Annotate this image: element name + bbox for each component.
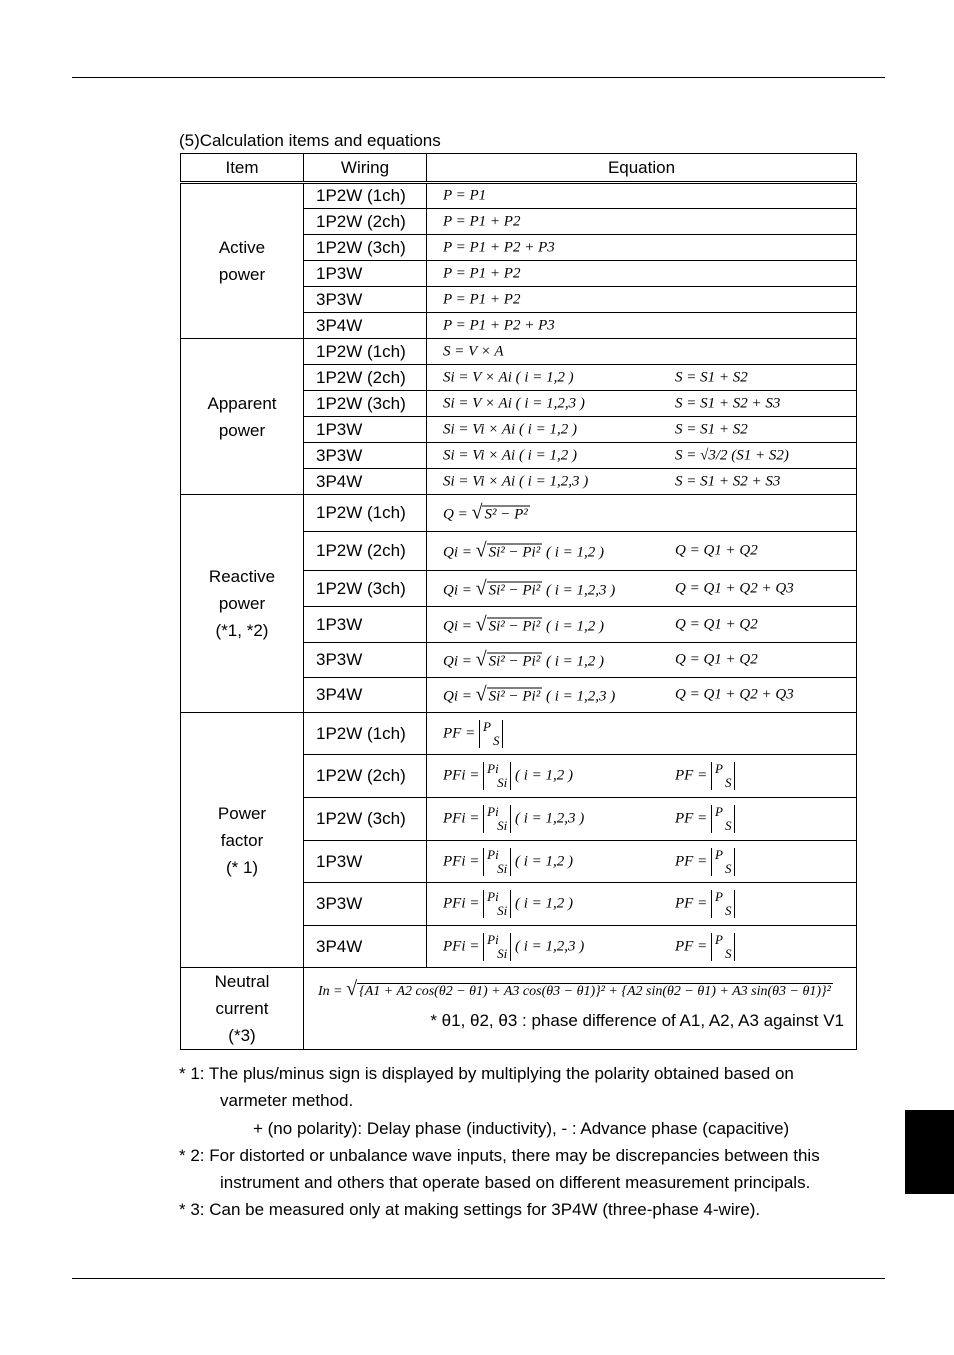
fraction-numerator: P <box>482 718 491 734</box>
item-label: Apparent <box>207 393 277 413</box>
equation-cell <box>427 713 857 755</box>
radical-sign: √ <box>475 683 487 706</box>
footnote-line: + (no polarity): Delay phase (inductivity), - : Advance phase (capacitive) <box>253 1118 790 1138</box>
equation-cell <box>304 968 857 1050</box>
radical-sign: √ <box>475 613 487 635</box>
footnote-line: varmeter method. <box>220 1091 354 1111</box>
equation-cell <box>427 532 857 571</box>
equation-primary: PFi = Pi Si ( i = 1,2 ) <box>443 889 574 918</box>
wiring-cell: 3P3W <box>304 883 427 926</box>
equation-total: PF = P S <box>675 933 735 961</box>
equation-cell <box>427 469 857 495</box>
equation-total: S = S1 + S2 <box>675 421 748 437</box>
item-label: factor <box>220 830 264 850</box>
wiring-cell: 3P4W <box>304 469 427 495</box>
wiring-cell: 1P2W (2ch) <box>304 209 427 235</box>
item-cell <box>181 968 304 1050</box>
equation-cell <box>427 365 857 391</box>
equation-total: Q = Q1 + Q2 <box>675 542 758 559</box>
calculation-table <box>180 153 857 1050</box>
section-title: (5)Calculation items and equations <box>179 131 441 150</box>
header-equation: Equation <box>427 154 857 183</box>
fraction <box>483 762 511 790</box>
item-cell <box>181 713 304 968</box>
radicand: {A1 + A2 cos(θ2 − θ1) + A3 cos(θ3 − θ1)}² + {A2 sin(θ2 − θ1) + A3 sin(θ3 − θ1)}² <box>359 984 831 999</box>
equation-primary: PFi = Pi Si ( i = 1,2 ) <box>443 846 574 876</box>
equation-total: Q = Q1 + Q2 <box>675 616 758 632</box>
fraction-denominator: S <box>724 945 732 961</box>
wiring-cell: 1P2W (3ch) <box>304 391 427 417</box>
table-row <box>181 713 857 755</box>
fraction-denominator: Si <box>497 903 508 918</box>
radicand: Si² − Pi² <box>488 688 541 705</box>
item-label: power <box>218 265 266 284</box>
item-label: power <box>218 594 266 613</box>
equation-primary: Qi = √ Si² − Pi² ( i = 1,2,3 ) <box>443 577 616 599</box>
equation-cell <box>427 209 857 235</box>
fraction <box>711 848 736 876</box>
neutral-current-equation: In = √ {A1 + A2 cos(θ2 − θ1) + A3 cos(θ3 − θ1)}² + {A2 sin(θ2 − θ1) + A3 sin(θ3 − θ1)}² <box>318 978 831 1000</box>
wiring-cell: 1P2W (2ch) <box>304 532 427 571</box>
fraction <box>483 890 511 918</box>
footnote-line: * 2: For distorted or unbalance wave inputs, there may be discrepancies between this <box>179 1145 820 1165</box>
equation-primary: Qi = √ Si² − Pi² ( i = 1,2 ) <box>443 648 605 671</box>
equation-primary: P = P1 + P2 <box>443 265 521 281</box>
item-label: Power <box>217 803 267 823</box>
fraction-denominator: Si <box>497 945 508 961</box>
equation-primary: Si = V × Ai ( i = 1,2 ) <box>443 369 574 385</box>
equation-cell <box>427 287 857 313</box>
item-label: (* 1) <box>225 857 259 877</box>
table-header-row <box>181 154 857 183</box>
equation-primary: PFi = Pi Si ( i = 1,2,3 ) <box>443 931 585 961</box>
equation-primary: P = P1 + P2 + P3 <box>443 317 555 333</box>
wiring-cell: 3P4W <box>304 678 427 713</box>
equation-primary: S = V × A <box>443 343 504 359</box>
radicand: Si² − Pi² <box>488 618 541 634</box>
equation-primary: Si = Vi × Ai ( i = 1,2 ) <box>443 447 577 463</box>
radical-sign: √ <box>471 501 483 524</box>
equation-total: PF = P S <box>675 762 735 790</box>
wiring-cell: 1P2W (1ch) <box>304 183 427 209</box>
radical-sign: √ <box>475 648 487 671</box>
equation-cell <box>427 607 857 643</box>
equation-total: PF = P S <box>675 805 735 833</box>
equation-primary: PFi = Pi Si ( i = 1,2 ) <box>443 761 574 790</box>
equation-primary: Q = √ S² − P² <box>443 501 528 524</box>
equation-cell <box>427 339 857 365</box>
fraction <box>479 720 504 748</box>
footer-rule <box>72 1278 885 1279</box>
fraction-denominator: Si <box>497 860 508 876</box>
wiring-cell: 1P2W (2ch) <box>304 755 427 798</box>
wiring-cell: 3P4W <box>304 926 427 968</box>
fraction-denominator: S <box>724 775 732 790</box>
equation-cell <box>427 678 857 713</box>
item-label: Active <box>218 238 266 257</box>
item-cell <box>181 339 304 495</box>
fraction-denominator: S <box>724 818 732 833</box>
fraction-denominator: S <box>724 860 732 876</box>
equation-primary: Qi = √ Si² − Pi² ( i = 1,2,3 ) <box>443 683 616 706</box>
equation-primary: P = P1 + P2 <box>443 291 521 307</box>
equation-cell <box>427 571 857 607</box>
fraction <box>711 762 736 790</box>
equation-cell <box>427 883 857 926</box>
equation-cell <box>427 261 857 287</box>
fraction-numerator: Pi <box>487 804 499 819</box>
equation-primary: Si = Vi × Ai ( i = 1,2,3 ) <box>443 473 589 489</box>
equation-cell <box>427 643 857 678</box>
equation-cell <box>427 495 857 532</box>
fraction-numerator: Pi <box>487 761 499 776</box>
fraction-numerator: Pi <box>487 889 499 904</box>
fraction-denominator: Si <box>497 775 508 790</box>
fraction <box>483 805 511 833</box>
fraction-numerator: P <box>714 931 723 947</box>
equation-primary: P = P1 <box>443 187 487 204</box>
radicand: Si² − Pi² <box>488 653 541 670</box>
radical-sign: √ <box>346 978 358 1000</box>
equation-total: S = √3/2 (S1 + S2) <box>675 447 789 463</box>
equation-cell <box>427 926 857 968</box>
wiring-cell: 1P2W (1ch) <box>304 339 427 365</box>
wiring-cell: 3P3W <box>304 643 427 678</box>
fraction <box>483 848 511 876</box>
equation-cell <box>427 443 857 469</box>
fraction-numerator: P <box>714 889 723 904</box>
wiring-cell: 1P3W <box>304 417 427 443</box>
chapter-tab <box>905 1110 954 1194</box>
header-rule <box>72 77 885 78</box>
equation-cell <box>427 235 857 261</box>
equation-total: S = S1 + S2 + S3 <box>675 395 781 411</box>
equation-cell <box>427 313 857 339</box>
wiring-cell: 1P2W (1ch) <box>304 713 427 755</box>
item-cell <box>181 495 304 713</box>
equation-cell <box>427 755 857 798</box>
radical-sign: √ <box>475 577 487 599</box>
wiring-cell: 3P3W <box>304 443 427 469</box>
wiring-cell: 1P2W (3ch) <box>304 798 427 841</box>
table-row <box>181 339 857 365</box>
wiring-cell: 1P3W <box>304 607 427 643</box>
table-row <box>181 495 857 532</box>
equation-total: Q = Q1 + Q2 + Q3 <box>675 686 794 703</box>
equation-primary: P = P1 + P2 <box>443 213 521 229</box>
item-cell <box>181 183 304 339</box>
equation-primary: PF = P S <box>443 720 503 748</box>
equation-primary: P = P1 + P2 + P3 <box>443 239 555 255</box>
footnote-line: * 3: Can be measured only at making settings for 3P4W (three-phase 4-wire). <box>179 1200 761 1220</box>
fraction <box>711 890 736 918</box>
fraction-numerator: Pi <box>487 846 499 862</box>
item-label: current <box>215 999 269 1018</box>
equation-primary: PFi = Pi Si ( i = 1,2,3 ) <box>443 804 585 833</box>
item-label: power <box>218 420 266 440</box>
item-label: (*1, *2) <box>215 621 269 640</box>
equation-cell <box>427 841 857 883</box>
fraction-denominator: Si <box>497 818 508 833</box>
wiring-cell: 1P2W (3ch) <box>304 235 427 261</box>
equation-total: PF = P S <box>675 890 735 918</box>
footnote-line: instrument and others that operate based on different measurement principals. <box>220 1173 811 1193</box>
fraction <box>711 933 736 961</box>
header-wiring: Wiring <box>304 154 427 183</box>
wiring-cell: 3P4W <box>304 313 427 339</box>
equation-primary: Qi = √ Si² − Pi² ( i = 1,2 ) <box>443 539 605 562</box>
wiring-cell: 1P3W <box>304 261 427 287</box>
fraction <box>483 933 511 961</box>
item-label: (*3) <box>228 1026 256 1045</box>
fraction-denominator: S <box>492 732 500 748</box>
equation-cell <box>427 417 857 443</box>
item-label: Neutral <box>214 972 270 991</box>
table-row <box>181 968 857 1050</box>
fraction-denominator: S <box>724 903 732 918</box>
fraction-numerator: P <box>714 804 723 819</box>
equation-cell <box>427 391 857 417</box>
wiring-cell: 3P3W <box>304 287 427 313</box>
equation-total: PF = P S <box>675 848 735 876</box>
equation-primary: Si = V × Ai ( i = 1,2,3 ) <box>443 395 585 411</box>
equation-cell <box>427 183 857 209</box>
fraction-numerator: Pi <box>487 931 499 947</box>
footnotes <box>179 1060 820 1224</box>
equation-primary: Qi = √ Si² − Pi² ( i = 1,2 ) <box>443 613 605 635</box>
equation-total: S = S1 + S2 + S3 <box>675 473 781 489</box>
header-item: Item <box>181 154 304 183</box>
radical-sign: √ <box>475 539 487 562</box>
fraction <box>711 805 736 833</box>
wiring-cell: 1P2W (1ch) <box>304 495 427 532</box>
radicand: S² − P² <box>484 506 528 523</box>
wiring-cell: 1P2W (2ch) <box>304 365 427 391</box>
equation-total: Q = Q1 + Q2 <box>675 651 758 668</box>
equation-total: S = S1 + S2 <box>675 369 748 385</box>
equation-primary: Si = Vi × Ai ( i = 1,2 ) <box>443 421 577 437</box>
phase-note: * θ1, θ2, θ3 : phase difference of A1, A2, A3 against V1 <box>430 1011 844 1030</box>
item-label: Reactive <box>208 567 276 586</box>
equation-total: Q = Q1 + Q2 + Q3 <box>675 580 794 596</box>
wiring-cell: 1P3W <box>304 841 427 883</box>
table-row <box>181 183 857 209</box>
fraction-numerator: P <box>714 846 723 862</box>
fraction-numerator: P <box>714 761 723 776</box>
radicand: Si² − Pi² <box>488 582 541 598</box>
wiring-cell: 1P2W (3ch) <box>304 571 427 607</box>
equation-cell <box>427 798 857 841</box>
footnote-line: * 1: The plus/minus sign is displayed by multiplying the polarity obtained based on <box>179 1064 794 1083</box>
radicand: Si² − Pi² <box>488 544 541 561</box>
